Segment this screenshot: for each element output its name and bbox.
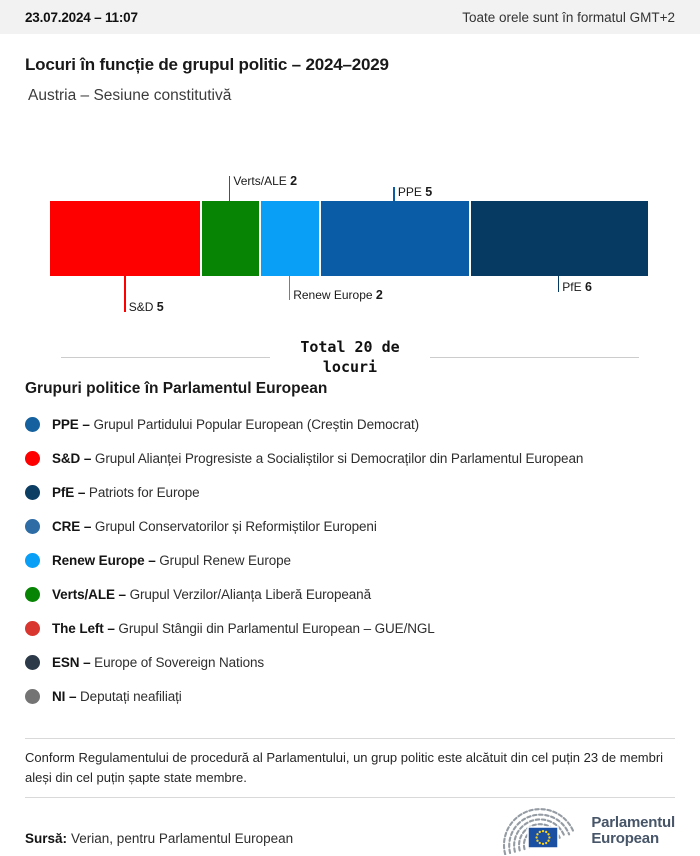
legend-label: CRE – Grupul Conservatorilor și Reformiștilor Europeni xyxy=(52,518,377,534)
bar-segment-ppe xyxy=(319,201,469,276)
bar-segment-s-d xyxy=(50,201,200,276)
leader-line-renew-europe xyxy=(289,276,291,300)
source-line xyxy=(25,831,293,855)
bar-label-renew-europe xyxy=(293,288,383,302)
legend-dot-s-d xyxy=(25,451,40,466)
bar-label-name: Renew Europe xyxy=(293,288,376,302)
leader-line-ppe xyxy=(393,187,395,201)
legend-item-esn xyxy=(25,645,675,679)
page-title: Locuri în funcție de grupul politic – 2024–2029 xyxy=(25,55,389,74)
legend-heading: Grupuri politice în Parlamentul European xyxy=(25,380,328,397)
timezone-note: Toate orele sunt în formatul GMT+2 xyxy=(462,9,675,25)
footnote-divider-bottom xyxy=(25,797,675,798)
logo-line-2: European xyxy=(591,830,659,847)
leader-line-pfe xyxy=(558,276,560,292)
legend-item-pfe xyxy=(25,475,675,509)
legend-dot-cre xyxy=(25,519,40,534)
footnote-text: Conform Regulamentului de procedură al Parlamentului, un grup politic este alcătuit din cel puțin 23 de membri aleși din cel puțin șapte state membre. xyxy=(25,750,664,785)
parliament-hemicycle-icon xyxy=(470,807,582,855)
leader-line-verts-ale xyxy=(229,176,231,201)
source-label: Sursă: xyxy=(25,831,68,846)
total-divider-right xyxy=(430,357,639,358)
bar-segment-verts-ale xyxy=(200,201,260,276)
legend-label: Renew Europe – Grupul Renew Europe xyxy=(52,552,291,568)
logo-line-1: Parlamentul xyxy=(591,814,675,831)
leader-line-s-d xyxy=(124,276,126,312)
bar-label-name: PPE xyxy=(397,185,426,199)
bar-label-ppe xyxy=(398,185,432,199)
bar-label-value: 2 xyxy=(290,174,298,188)
legend-dot-ppe xyxy=(25,417,40,432)
legend-label: ESN – Europe of Sovereign Nations xyxy=(52,654,265,670)
seat-plot xyxy=(50,161,648,321)
page-subtitle: Austria – Sesiune constitutivă xyxy=(28,87,232,104)
bottom-row xyxy=(0,803,700,855)
legend-item-s-d xyxy=(25,441,675,475)
legend-label: The Left – Grupul Stângii din Parlamentul European – GUE/NGL xyxy=(52,620,435,636)
legend-dot-ni xyxy=(25,689,40,704)
legend-item-renew-europe xyxy=(25,543,675,577)
legend-dot-the-left xyxy=(25,621,40,636)
source-text: Verian, pentru Parlamentul European xyxy=(71,831,294,846)
legend-dot-esn xyxy=(25,655,40,670)
legend-item-cre xyxy=(25,509,675,543)
parliament-logo-text xyxy=(591,815,675,847)
total-seats-row xyxy=(61,337,639,377)
legend-dot-pfe xyxy=(25,485,40,500)
legend-label: S&D – Grupul Alianței Progresiste a Socialiștilor si Democraților din Parlamentul European xyxy=(52,450,584,466)
eu-flag xyxy=(528,827,558,848)
bar-label-value: 6 xyxy=(584,280,592,294)
datetime-label: 23.07.2024 – 11:07 xyxy=(25,9,138,25)
legend-label: PPE – Grupul Partidului Popular European (Creștin Democrat) xyxy=(52,416,420,432)
bar-label-name: Verts/ALE xyxy=(233,174,291,188)
bar-label-name: S&D xyxy=(128,300,157,314)
top-bar xyxy=(0,0,700,34)
bar-label-value: 5 xyxy=(156,300,164,314)
bar-label-value: 5 xyxy=(425,185,433,199)
legend-item-ppe xyxy=(25,407,675,441)
bar-segment-renew-europe xyxy=(259,201,319,276)
legend-item-ni xyxy=(25,679,675,713)
legend-item-the-left xyxy=(25,611,675,645)
bar-label-pfe xyxy=(562,280,592,294)
legend-dot-verts-ale xyxy=(25,587,40,602)
bar-label-s-d xyxy=(129,300,164,314)
legend-dot-renew-europe xyxy=(25,553,40,568)
legend-label: NI – Deputați neafiliați xyxy=(52,688,182,704)
total-seats-label: Total 20 de locuri xyxy=(300,338,400,376)
legend-label: PfE – Patriots for Europe xyxy=(52,484,200,500)
bar-label-name: PfE xyxy=(562,280,585,294)
legend-list xyxy=(25,407,675,713)
bar-label-value: 2 xyxy=(375,288,383,302)
legend-item-verts-ale xyxy=(25,577,675,611)
legend-label: Verts/ALE – Grupul Verzilor/Alianța Liberă Europeană xyxy=(52,586,371,602)
total-divider-left xyxy=(61,357,270,358)
bar-label-verts-ale xyxy=(233,174,297,188)
seat-bar xyxy=(50,201,648,276)
bar-segment-pfe xyxy=(469,201,648,276)
european-parliament-logo xyxy=(470,807,675,855)
